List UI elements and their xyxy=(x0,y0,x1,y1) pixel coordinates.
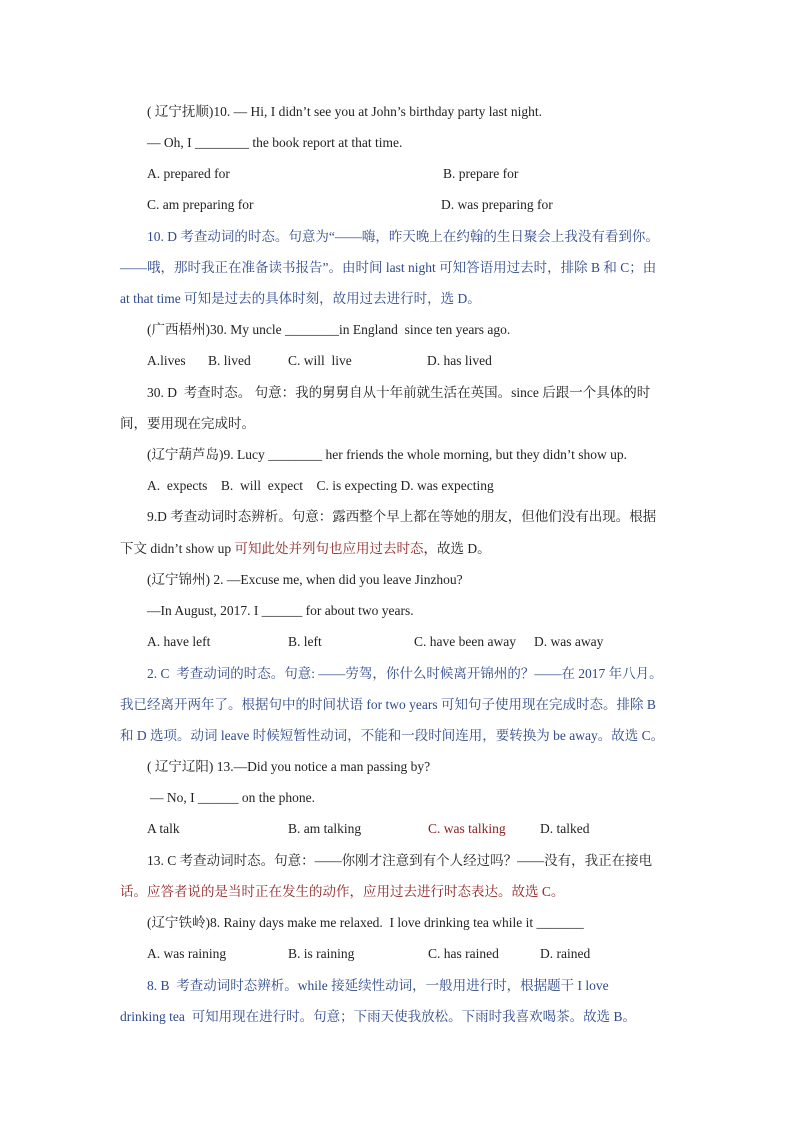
question-9-options: A. expects B. will expect C. is expecting D. was expecting xyxy=(147,478,494,493)
question-30-explanation-line-1: 30. D 考查时态。 句意：我的舅舅自从十年前就生活在英国。since 后跟一个具体的时 xyxy=(147,385,651,400)
question-10-option-a: A. prepared for xyxy=(147,166,230,181)
question-2-explanation-line-1: 2. C 考查动词的时态。句意: ——劳驾，你什么时候离开锦州的？——在 2017 年八月。 xyxy=(147,666,663,681)
question-13-option-a: A talk xyxy=(147,821,180,836)
question-10-option-d: D. was preparing for xyxy=(441,197,553,212)
question-9-explanation-part: 下文 didn’t show up xyxy=(120,541,235,556)
question-8-option-b: B. is raining xyxy=(288,946,355,961)
question-13-response: — No, I ______ on the phone. xyxy=(150,790,315,805)
question-13-option-d: D. talked xyxy=(540,821,590,836)
question-10-option-c: C. am preparing for xyxy=(147,197,254,212)
question-30-stem: (广西梧州)30. My uncle ________in England since ten years ago. xyxy=(147,322,511,337)
question-8-explanation-line-2: drinking tea 可知用现在进行时。句意；下雨天使我放松。下雨时我喜欢喝茶。故选 B。 xyxy=(120,1009,636,1024)
question-2-option-c: C. have been away xyxy=(414,634,516,649)
question-2-option-d: D. was away xyxy=(534,634,604,649)
question-13-explanation-line-1: 13. C 考查动词时态。句意：——你刚才注意到有个人经过吗？——没有，我正在接电 xyxy=(147,853,653,868)
question-13-explanation-line-2: 话。应答者说的是当时正在发生的动作，应用过去进行时态表达。故选 C。 xyxy=(120,884,565,899)
question-2-explanation-line-2: 我已经离开两年了。根据句中的时间状语 for two years 可知句子使用现在完成时态。排除 B xyxy=(120,697,656,712)
question-2-option-b: B. left xyxy=(288,634,322,649)
question-8-explanation-line-1: 8. B 考查动词时态辨析。while 接延续性动词，一般用进行时，根据题干 I love xyxy=(147,978,609,993)
question-10-response: — Oh, I ________ the book report at that time. xyxy=(147,135,403,150)
question-13-option-b: B. am talking xyxy=(288,821,362,836)
question-9-stem: (辽宁葫芦岛)9. Lucy ________ her friends the whole morning, but they didn’t show up. xyxy=(147,447,628,462)
question-2-option-a: A. have left xyxy=(147,634,211,649)
question-2-stem: (辽宁锦州) 2. —Excuse me, when did you leave Jinzhou? xyxy=(147,572,463,587)
question-2-explanation-line-3: 和 D 选项。动词 leave 时候短暂性动词，不能和一段时间连用，要转换为 be away。故选 C。 xyxy=(120,728,665,743)
question-30-option-c: C. will live xyxy=(288,353,352,368)
question-9-explanation-line-1: 9.D 考查动词时态辨析。句意：露西整个早上都在等她的朋友，但他们没有出现。根据 xyxy=(147,509,657,524)
question-8-option-d: D. rained xyxy=(540,946,591,961)
question-30-option-b: B. lived xyxy=(208,353,251,368)
question-9-explanation-highlight: 可知此处并列句也应用过去时态 xyxy=(234,541,424,556)
question-13-option-c: C. was talking xyxy=(428,821,506,836)
question-13-stem: ( 辽宁辽阳) 13.—Did you notice a man passing by? xyxy=(147,759,431,774)
question-10-option-b: B. prepare for xyxy=(443,166,519,181)
question-9-explanation-line-2 xyxy=(120,540,491,558)
question-10-explanation-line-1: 10. D 考查动词的时态。句意为“——嗨，昨天晚上在约翰的生日聚会上我没有看到你。 xyxy=(147,229,659,244)
question-2-response: —In August, 2017. I ______ for about two years. xyxy=(147,603,414,618)
question-9-explanation-end: ，故选 D。 xyxy=(423,541,491,556)
question-10-explanation-line-2: ——哦，那时我正在准备读书报告”。由时间 last night 可知答语用过去时，排除 B 和 C；由 xyxy=(120,260,657,275)
question-10-explanation-line-3: at that time 可知是过去的具体时刻，故用过去进行时，选 D。 xyxy=(120,291,481,306)
question-30-explanation-line-2: 间，要用现在完成时。 xyxy=(120,416,255,431)
question-8-stem: (辽宁铁岭)8. Rainy days make me relaxed. I love drinking tea while it _______ xyxy=(147,915,584,930)
question-30-option-a: A.lives xyxy=(147,353,186,368)
question-10-stem: ( 辽宁抚顺)10. — Hi, I didn’t see you at John’s birthday party last night. xyxy=(147,104,542,119)
question-8-option-a: A. was raining xyxy=(147,946,227,961)
question-30-option-d: D. has lived xyxy=(427,353,492,368)
question-8-option-c: C. has rained xyxy=(428,946,499,961)
